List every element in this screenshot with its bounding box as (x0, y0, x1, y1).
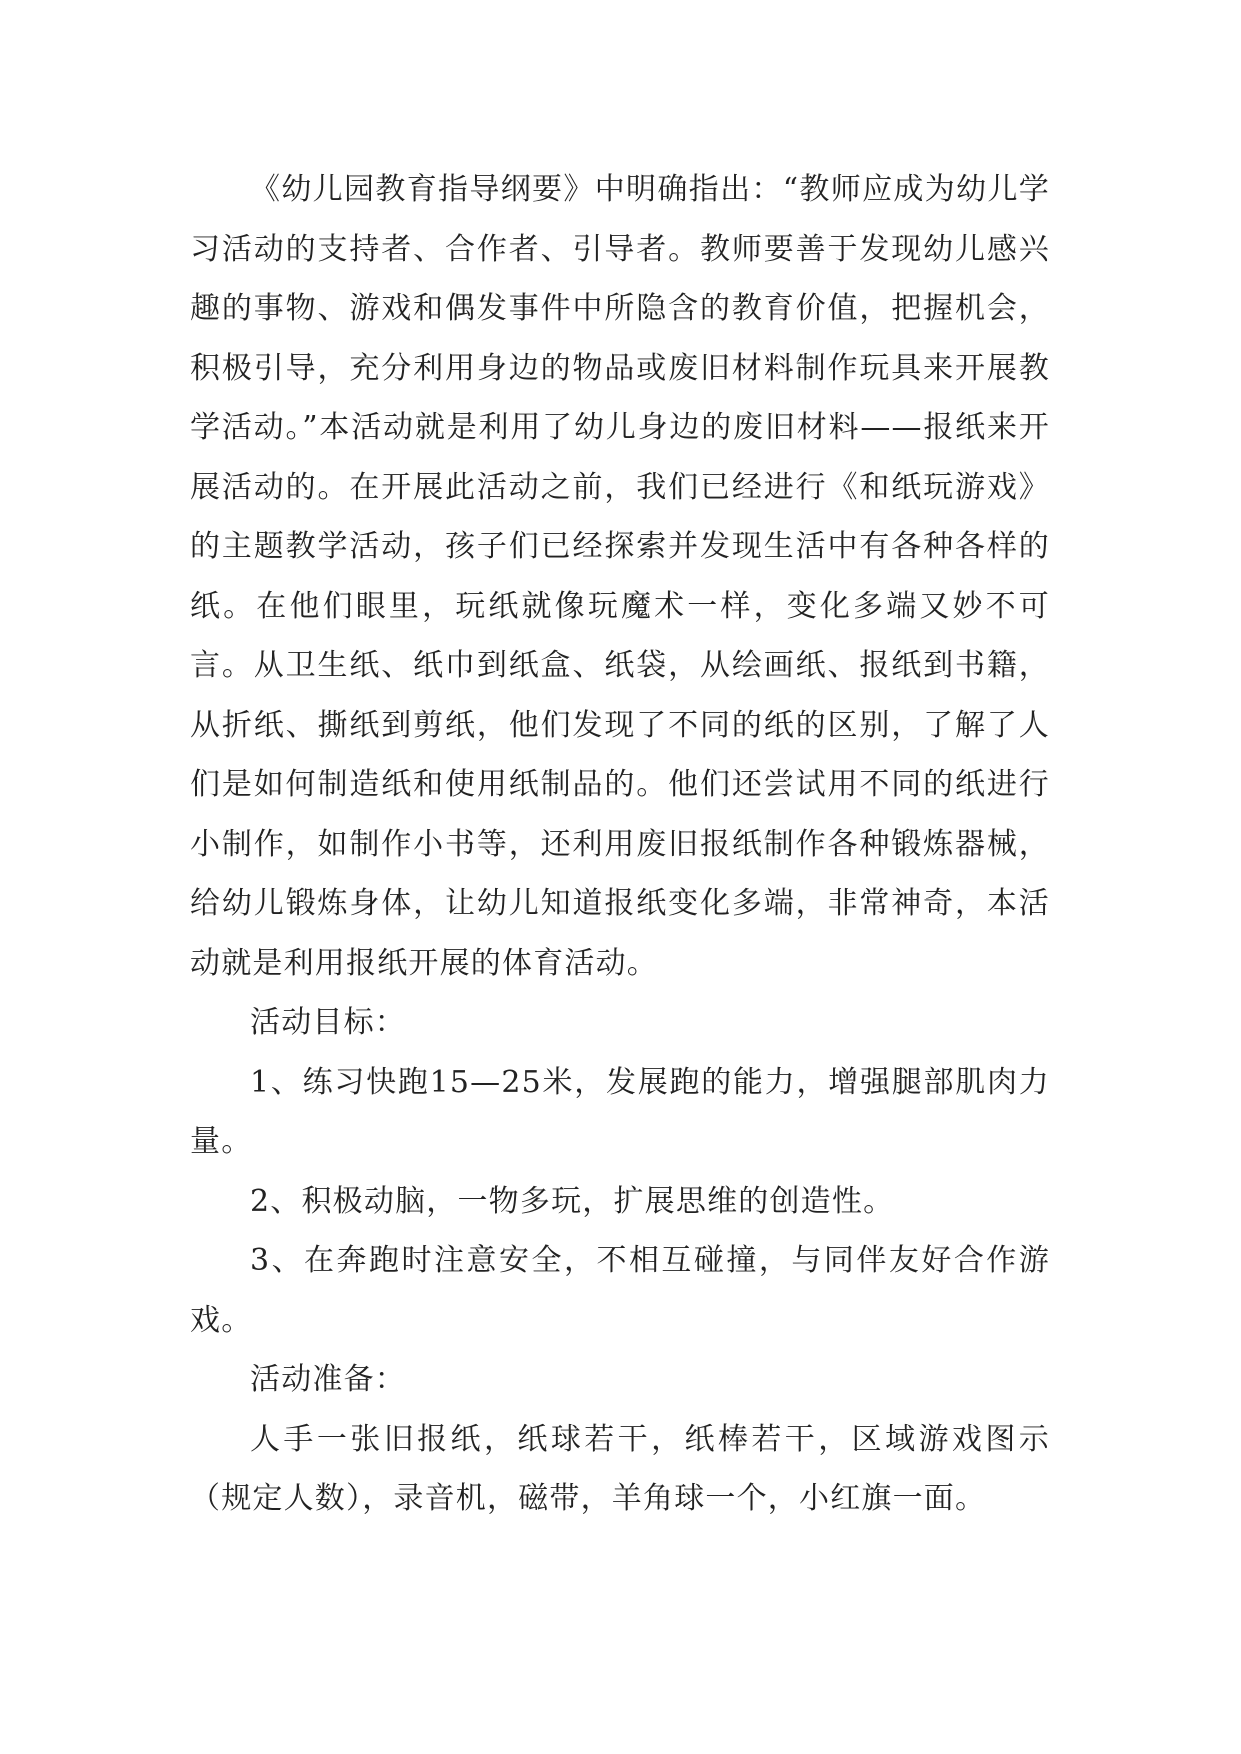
intro-paragraph: 《幼儿园教育指导纲要》中明确指出：“教师应成为幼儿学习活动的支持者、合作者、引导者。教师要善于发现幼儿感兴趣的事物、游戏和偶发事件中所隐含的教育价值，把握机会，积极引导，充分利用身边的物品或废旧材料制作玩具来开展教学活动。”本活动就是利用了幼儿身边的废旧材料——报纸来开展活动的。在开展此活动之前，我们已经进行《和纸玩游戏》的主题教学活动，孩子们已经探索并发现生活中有各种各样的纸。在他们眼里，玩纸就像玩魔术一样，变化多端又妙不可言。从卫生纸、纸巾到纸盒、纸袋，从绘画纸、报纸到书籍，从折纸、撕纸到剪纸，他们发现了不同的纸的区别，了解了人们是如何制造纸和使用纸制品的。他们还尝试用不同的纸进行小制作，如制作小书等，还利用废旧报纸制作各种锻炼器械，给幼儿锻炼身体，让幼儿知道报纸变化多端，非常神奇，本活动就是利用报纸开展的体育活动。 (190, 172, 1050, 981)
preparation-paragraph: 人手一张旧报纸，纸球若干，纸棒若干，区域游戏图示（规定人数），录音机，磁带，羊角球一个，小红旗一面。 (190, 1421, 1050, 1516)
goal-item-2: 2、积极动脑，一物多玩，扩展思维的创造性。 (250, 1183, 895, 1219)
goals-heading: 活动目标： (250, 1005, 406, 1040)
document-body (190, 160, 1050, 1529)
goal-item-1: 1、练习快跑15—25米，发展跑的能力，增强腿部肌肉力量。 (190, 1064, 1050, 1159)
preparation-heading: 活动准备： (250, 1362, 406, 1397)
goal-item-3: 3、在奔跑时注意安全，不相互碰撞，与同伴友好合作游戏。 (190, 1243, 1050, 1338)
